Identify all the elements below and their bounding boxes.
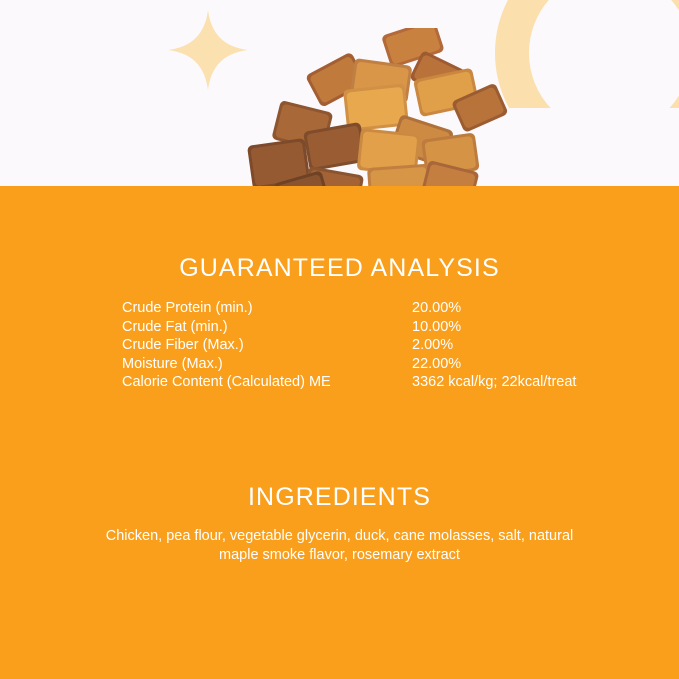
nutrition-panel (0, 186, 679, 679)
table-row (122, 299, 642, 318)
analysis-label: Crude Fat (min.) (122, 318, 228, 335)
analysis-label: Crude Protein (min.) (122, 300, 253, 316)
analysis-value: 10.00% (412, 318, 462, 335)
ingredients-title: INGREDIENTS (248, 483, 431, 511)
table-row (122, 355, 642, 374)
analysis-label: Moisture (Max.) (122, 355, 223, 372)
analysis-value: 2.00% (412, 337, 454, 354)
ingredients-text: Chicken, pea flour, vegetable glycerin, duck, cane molasses, salt, natural maple smoke flavor, rosemary extract (105, 528, 574, 563)
guaranteed-analysis-title: GUARANTEED ANALYSIS (179, 254, 500, 282)
table-row (122, 318, 642, 337)
dog-treat-pile-image (185, 28, 515, 186)
analysis-value: 20.00% (412, 300, 462, 316)
analysis-value: 22.00% (412, 355, 462, 372)
circle-decoration-mask (489, 108, 679, 186)
analysis-label: Calorie Content (Calculated) ME (122, 374, 331, 391)
guaranteed-analysis-table (122, 299, 642, 392)
hero-section (0, 0, 679, 186)
analysis-value: 3362 kcal/kg; 22kcal/treat (412, 374, 577, 391)
analysis-label: Crude Fiber (Max.) (122, 337, 244, 354)
table-row (122, 336, 642, 355)
table-row (122, 373, 642, 392)
